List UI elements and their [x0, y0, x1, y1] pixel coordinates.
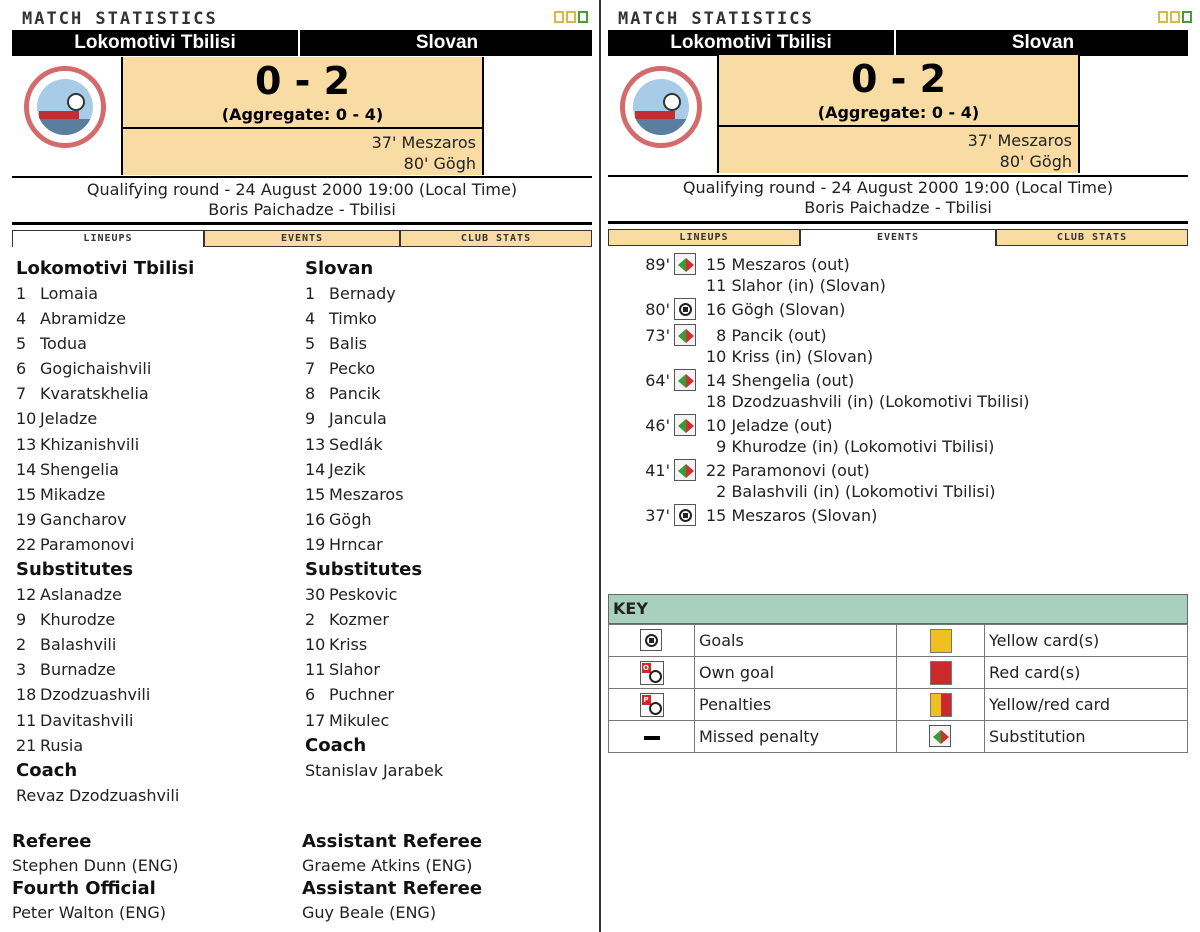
player-row[interactable] [16, 507, 296, 532]
player-row[interactable] [16, 432, 296, 457]
key-label: Red card(s) [985, 657, 1188, 689]
player-name: Gancharov [40, 509, 127, 529]
key-icon-cell [897, 689, 985, 721]
player-name: Davitashvili [40, 710, 134, 730]
goal-icon [640, 629, 664, 653]
event-row [630, 460, 1190, 502]
assistant-referee-name: Guy Beale (ENG) [302, 903, 437, 922]
player-row[interactable] [305, 607, 585, 632]
player-number: 7 [305, 359, 316, 379]
assistant-referee-title: Assistant Referee [302, 831, 483, 852]
event-line: 14 Shengelia (out) [706, 371, 855, 390]
player-number: 18 [16, 685, 37, 705]
goal-icon [674, 504, 696, 526]
player-number: 2 [16, 635, 27, 655]
player-number: 15 [305, 484, 326, 504]
player-name: Balis [329, 334, 368, 354]
player-row[interactable] [16, 356, 296, 381]
referee-name: Stephen Dunn (ENG) [12, 856, 179, 875]
away-coach: Stanislav Jarabek [305, 760, 444, 780]
scorer: 80' Gögh [403, 154, 476, 173]
player-number: 22 [16, 534, 37, 554]
event-text [706, 460, 996, 502]
substitution-icon [674, 414, 696, 436]
penalty-icon [640, 693, 664, 717]
key-legend [608, 594, 1188, 753]
player-row[interactable] [16, 582, 296, 607]
player-number: 10 [16, 409, 37, 429]
home-lineup-title: Lokomotivi Tbilisi [16, 258, 195, 279]
tab-lineups[interactable]: LINEUPS [12, 230, 204, 247]
key-icon-cell [609, 625, 695, 657]
event-icon-wrap [674, 253, 698, 277]
away-team-name[interactable]: Slovan [1011, 32, 1075, 53]
events-list [630, 254, 1190, 531]
event-line: 15 Meszaros (out) [706, 255, 850, 274]
player-row[interactable] [16, 733, 296, 758]
player-number: 1 [16, 284, 27, 303]
penalty-icon: P [640, 693, 664, 717]
player-row[interactable] [305, 381, 585, 406]
player-number: 13 [305, 434, 326, 454]
red-card-icon [930, 661, 952, 685]
player-name: Gögh [329, 509, 372, 529]
player-number: 4 [305, 309, 316, 329]
referee-title: Referee [12, 831, 92, 852]
player-row[interactable] [305, 482, 585, 507]
player-name: Jancula [329, 409, 387, 429]
substitution-icon [674, 459, 696, 481]
player-row[interactable] [305, 281, 585, 306]
player-number: 14 [16, 459, 37, 479]
home-team-name[interactable]: Lokomotivi Tbilisi [12, 30, 300, 56]
scorer: 37' Meszaros [371, 133, 476, 152]
key-label: Yellow card(s) [985, 625, 1188, 657]
event-minute: 41' [645, 461, 670, 480]
player-row[interactable] [16, 708, 296, 733]
score-box [121, 57, 484, 175]
substitution-icon [674, 369, 696, 391]
match-venue: Boris Paichadze - Tbilisi [208, 200, 396, 219]
player-row[interactable] [16, 406, 296, 431]
player-name: Jeladze [40, 409, 98, 429]
event-line: 18 Dzodzuashvili (in) (Lokomotivi Tbilisi) [706, 392, 1030, 411]
player-number: 3 [16, 660, 27, 680]
key-row [609, 689, 1188, 721]
event-row [630, 254, 1190, 296]
match-info [12, 180, 592, 220]
event-minute: 73' [645, 326, 670, 345]
player-number: 17 [305, 710, 326, 730]
player-row[interactable] [305, 306, 585, 331]
event-icon-wrap [674, 298, 698, 322]
event-line: 2 Balashvili (in) (Lokomotivi Tbilisi) [706, 482, 996, 501]
event-minute: 46' [645, 416, 670, 435]
key-label: Own goal [695, 657, 897, 689]
player-name: Burnadze [40, 660, 116, 680]
player-name: Bernady [329, 284, 396, 303]
tab-events[interactable]: EVENTS [800, 229, 996, 246]
key-label: Missed penalty [695, 721, 897, 753]
home-subs-title: Substitutes [16, 559, 134, 581]
event-line: 8 Pancik (out) [706, 326, 827, 345]
restore-button[interactable] [1170, 11, 1180, 23]
event-line: 11 Slahor (in) (Slovan) [706, 276, 886, 295]
event-row [630, 325, 1190, 367]
score: 0 - 2 [850, 57, 947, 101]
player-number: 19 [305, 534, 326, 554]
teams-bar [12, 30, 592, 56]
player-number: 16 [305, 509, 326, 529]
player-number: 4 [16, 309, 27, 329]
player-name: Abramidze [40, 309, 126, 329]
event-icon-wrap [674, 504, 698, 528]
maximize-button[interactable] [578, 11, 588, 23]
aggregate-score: (Aggregate: 0 - 4) [221, 105, 384, 124]
away-lineup-title: Slovan [305, 258, 374, 279]
event-text [706, 325, 873, 367]
tab-bar [12, 230, 592, 247]
player-number: 12 [16, 585, 37, 605]
player-name: Puchner [329, 685, 395, 705]
panel-divider [599, 0, 601, 932]
player-row[interactable] [16, 457, 296, 482]
key-table [608, 624, 1188, 753]
officials-right [302, 830, 482, 924]
player-name: Sedlák [329, 434, 383, 454]
player-row[interactable] [305, 457, 585, 482]
player-number: 19 [16, 509, 37, 529]
tab-club-stats[interactable]: CLUB STATS [400, 230, 592, 247]
player-name: Lomaia [40, 284, 99, 303]
away-coach-title: Coach [305, 734, 367, 756]
maximize-button[interactable] [1182, 11, 1192, 23]
goal-icon [640, 629, 662, 651]
player-name: Pecko [329, 359, 376, 379]
event-line: 22 Paramonovi (out) [706, 461, 870, 480]
player-name: Khizanishvili [40, 434, 140, 454]
key-icon-cell [897, 625, 985, 657]
player-name: Kriss [329, 635, 368, 655]
key-icon-cell [897, 721, 985, 753]
own-goal-icon [640, 661, 664, 685]
player-number: 30 [305, 585, 326, 605]
player-row[interactable] [16, 632, 296, 657]
tab-club-stats[interactable]: CLUB STATS [996, 229, 1188, 246]
player-number: 7 [16, 384, 27, 404]
player-row[interactable] [16, 306, 296, 331]
player-name: Dzodzuashvili [40, 685, 151, 705]
player-number: 6 [305, 685, 316, 705]
player-number: 2 [305, 610, 316, 630]
home-coach: Revaz Dzodzuashvili [16, 785, 180, 805]
event-line: 9 Khurodze (in) (Lokomotivi Tbilisi) [706, 437, 995, 456]
event-icon-wrap [674, 414, 698, 438]
match-info [608, 178, 1188, 218]
player-row[interactable] [16, 682, 296, 707]
score: 0 - 2 [254, 59, 351, 103]
player-name: Mikadze [40, 484, 106, 504]
lineups-panel [0, 0, 592, 932]
aggregate-score: (Aggregate: 0 - 4) [817, 103, 980, 122]
player-row[interactable] [16, 331, 296, 356]
player-row[interactable] [305, 331, 585, 356]
panel-title: MATCH STATISTICS [22, 9, 218, 29]
scorers-list [372, 132, 476, 174]
match-round-date: Qualifying round - 24 August 2000 19:00 (Local Time) [86, 180, 518, 199]
club-logo [620, 66, 702, 148]
player-number: 5 [16, 334, 27, 354]
key-icon-cell [897, 657, 985, 689]
player-row[interactable] [305, 432, 585, 457]
window-buttons [554, 11, 588, 23]
event-line: 16 Gögh (Slovan) [706, 300, 846, 319]
player-name: Pancik [329, 384, 381, 404]
player-row[interactable] [305, 682, 585, 707]
home-lineup [16, 256, 296, 809]
player-number: 6 [16, 359, 27, 379]
player-name: Jezik [329, 459, 366, 479]
player-row[interactable] [305, 532, 585, 557]
substitution-icon [674, 253, 696, 275]
event-text [706, 299, 845, 320]
player-number: 10 [305, 635, 326, 655]
scorer: 37' Meszaros [967, 131, 1072, 150]
panel-header [608, 9, 1196, 29]
event-row [630, 299, 1190, 322]
key-title: KEY [608, 594, 1188, 624]
key-icon-cell [609, 657, 695, 689]
player-number: 21 [16, 735, 37, 755]
player-number: 9 [16, 610, 27, 630]
event-text [706, 370, 1030, 412]
tab-lineups[interactable]: LINEUPS [608, 229, 800, 246]
club-logo [24, 66, 106, 148]
away-lineup [305, 256, 585, 784]
tab-bar [608, 229, 1188, 246]
player-name: Gogichaishvili [40, 359, 152, 379]
player-name: Hrncar [329, 534, 383, 554]
yellow-card-icon [930, 629, 952, 653]
player-row[interactable] [305, 708, 585, 733]
player-name: Kozmer [329, 610, 389, 630]
key-row [609, 657, 1188, 689]
player-name: Paramonovi [40, 534, 135, 554]
player-number: 1 [305, 284, 316, 303]
event-row [630, 370, 1190, 412]
key-row [609, 721, 1188, 753]
window-buttons [1158, 11, 1192, 23]
assistant-referee-title: Assistant Referee [302, 878, 483, 899]
player-row[interactable] [16, 381, 296, 406]
key-label: Goals [695, 625, 897, 657]
player-name: Balashvili [40, 635, 117, 655]
event-minute: 64' [645, 371, 670, 390]
assistant-referee-name: Graeme Atkins (ENG) [302, 856, 473, 875]
player-number: 5 [305, 334, 316, 354]
player-row[interactable] [16, 532, 296, 557]
player-number: 9 [305, 409, 316, 429]
player-row[interactable] [16, 657, 296, 682]
event-icon-wrap [674, 369, 698, 393]
player-name: Slahor [329, 660, 380, 680]
player-row[interactable] [16, 482, 296, 507]
player-name: Todua [40, 334, 87, 354]
event-line: 10 Kriss (in) (Slovan) [706, 347, 874, 366]
substitution-icon [929, 725, 953, 749]
match-venue: Boris Paichadze - Tbilisi [804, 198, 992, 217]
key-label: Substitution [985, 721, 1188, 753]
player-name: Shengelia [40, 459, 119, 479]
event-text [706, 254, 886, 296]
goal-icon [674, 298, 696, 320]
minimize-button[interactable] [1158, 11, 1168, 23]
player-number: 15 [16, 484, 37, 504]
substitution-icon [929, 725, 951, 747]
event-row [630, 505, 1190, 528]
event-minute: 80' [645, 300, 670, 319]
panel-header [12, 9, 592, 29]
player-name: Mikulec [329, 710, 390, 730]
player-number: 8 [305, 384, 316, 404]
substitution-icon [674, 324, 696, 346]
event-text [706, 415, 994, 457]
missed-penalty-icon [644, 736, 660, 740]
event-minute: 37' [645, 506, 670, 525]
scorer: 80' Gögh [999, 152, 1072, 171]
restore-button[interactable] [566, 11, 576, 23]
away-subs-title: Substitutes [305, 559, 423, 581]
event-icon-wrap [674, 324, 698, 348]
score-box [717, 55, 1080, 173]
player-name: Peskovic [329, 585, 398, 605]
home-team-name[interactable]: Lokomotivi Tbilisi [608, 30, 896, 56]
own-goal-icon: O [640, 661, 664, 685]
player-row[interactable] [16, 607, 296, 632]
player-row[interactable] [305, 406, 585, 431]
player-name: Rusia [40, 735, 84, 755]
panel-title: MATCH STATISTICS [618, 9, 814, 29]
key-icon-cell [609, 721, 695, 753]
fourth-official-name: Peter Walton (ENG) [12, 903, 166, 922]
player-number: 14 [305, 459, 326, 479]
player-row[interactable] [305, 356, 585, 381]
tab-events[interactable]: EVENTS [204, 230, 400, 247]
away-team-name[interactable]: Slovan [415, 32, 479, 53]
player-name: Aslanadze [40, 585, 122, 605]
event-text [706, 505, 877, 526]
home-coach-title: Coach [16, 759, 78, 781]
event-icon-wrap [674, 459, 698, 483]
match-round-date: Qualifying round - 24 August 2000 19:00 (Local Time) [682, 178, 1114, 197]
player-row[interactable] [305, 582, 585, 607]
player-name: Khurodze [40, 610, 116, 630]
player-row[interactable] [305, 507, 585, 532]
event-line: 10 Jeladze (out) [706, 416, 833, 435]
key-label: Yellow/red card [985, 689, 1188, 721]
player-number: 11 [16, 710, 37, 730]
yellow-red-card-icon [930, 693, 952, 717]
key-icon-cell [609, 689, 695, 721]
scorers-list [968, 130, 1072, 172]
officials-left [12, 830, 178, 924]
player-name: Timko [329, 309, 377, 329]
player-number: 13 [16, 434, 37, 454]
event-minute: 89' [645, 255, 670, 274]
player-row[interactable] [305, 657, 585, 682]
event-row [630, 415, 1190, 457]
key-row [609, 625, 1188, 657]
event-line: 15 Meszaros (Slovan) [706, 506, 878, 525]
player-number: 11 [305, 660, 326, 680]
key-label: Penalties [695, 689, 897, 721]
player-row[interactable] [305, 632, 585, 657]
fourth-official-title: Fourth Official [12, 878, 156, 899]
player-name: Meszaros [329, 484, 404, 504]
minimize-button[interactable] [554, 11, 564, 23]
player-name: Kvaratskhelia [40, 384, 149, 404]
teams-bar [608, 30, 1188, 56]
player-row[interactable] [16, 281, 296, 306]
